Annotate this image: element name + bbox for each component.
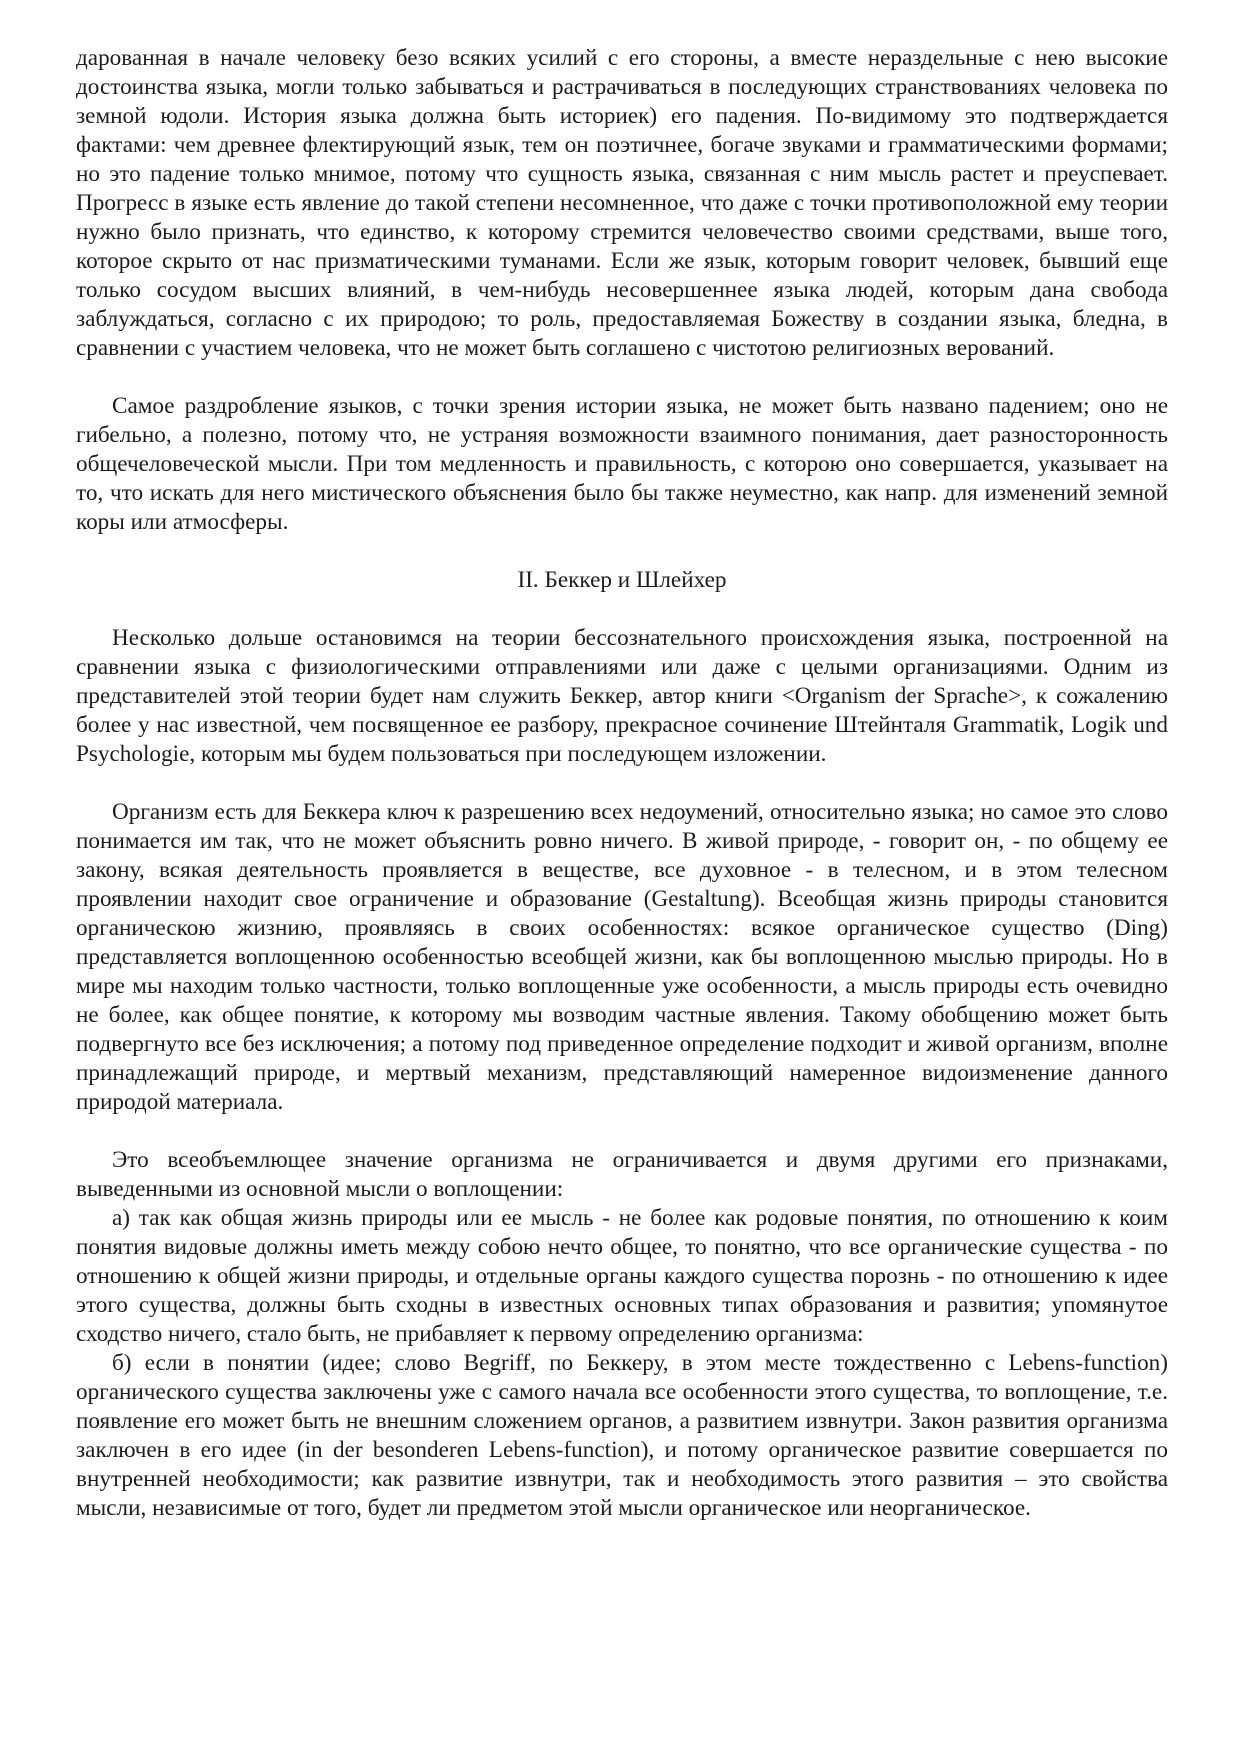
paragraph-organism: Организм есть для Беккера ключ к разрешению всех недоумений, относительно языка; но самое это слово понимается им так, что не может объяснить ровно ничего. В живой природе, - говорит он, - по общему ее закону, всякая деятельность проявляется в веществе, все духовное - в телесном, и в этом телесном проявлении находит свое ограничение и образование (Gestaltung). Всеобщая жизнь природы становится органическою жизнию, проявляясь в своих особенностях: всякое органическое существо (Ding) представляется воплощенною особенностью всеобщей жизни, как бы воплощенною мыслью природы. Но в мире мы находим только частности, только воплощенные уже особенности, а мысль природы есть очевидно не более, как общее понятие, к которому мы возводим частные явления. Такому обобщению может быть подвергнуто все без исключения; а потому под приведенное определение подходит и живой организм, вполне принадлежащий природе, и мертвый механизм, представляющий намеренное видоизменение данного природой материала. (76, 799, 1168, 1115)
paragraph-fragmentation: Самое раздробление языков, с точки зрения истории языка, не может быть названо падением; оно не гибельно, а полезно, потому что, не устраняя возможности взаимного понимания, дает разносторонность общечеловеческой мысли. При том медленность и правильность, с которою оно совершается, указывает на то, что искать для него мистического объяснения было бы также неуместно, как напр. для изменений земной коры или атмосферы. (76, 393, 1168, 535)
list-item-b: б) если в понятии (идее; слово Begriff, по Беккеру, в этом месте тождественно с Lebens-function) органического существа заключены уже с самого начала все особенности этого существа, то воплощение, т.е. появление его может быть не внешним сложением органов, а развитием извнутри. Закон развития организма заключен в его идее (in der besonderen Lebens-function), и потому органическое развитие совершается по внутренней необходимости; как развитие извнутри, так и необходимость этого развития – это свойства мысли, независимые от того, будет ли предметом этой мысли органическое или неорганическое. (76, 1350, 1168, 1521)
section-heading: II. Беккер и Шлейхер (517, 567, 727, 593)
list-item-a: а) так как общая жизнь природы или ее мысль - не более как родовые понятия, по отношению к коим понятия видовые должны иметь между собою нечто общее, то понятно, что все органические существа - по отношению к общей жизни природы, и отдельные органы каждого существа порознь - по отношению к идее этого существа, должны быть сходны в известных основных типах образования и развития; упомянутое сходство ничего, стало быть, не прибавляет к первому определению организма: (76, 1205, 1168, 1347)
paragraph-continuation: дарованная в начале человеку безо всяких усилий с его стороны, а вместе нераздельные с нею высокие достоинства языка, могли только забываться и растрачиваться в последующих странствованиях человека по земной юдоли. История языка должна быть историек) его падения. По-видимому это подтверждается фактами: чем древнее флектирующий язык, тем он поэтичнее, богаче звуками и грамматическими формами; но это падение только мнимое, потому что сущность языка, связанная с ним мысль растет и преуспевает. Прогресс в языке есть явление до такой степени несомненное, что даже с точки противоположной ему теории нужно было признать, что единство, к которому стремится человечество своими средствами, выше того, которое скрыто от нас призматическими туманами. Если же язык, которым говорит человек, бывший еще только сосудом высших влияний, в чем-нибудь несовершеннее языка людей, которым дана свобода заблуждаться, согласно с их природою; то роль, предоставляемая Божеству в создании языка, бледна, в сравнении с участием человека, что не может быть соглашено с чистотою религиозных верований. (76, 45, 1168, 361)
paragraph-becker-intro: Несколько дольше остановимся на теории бессознательного происхождения языка, построенной на сравнении языка с физиологическими отправлениями или даже с целыми организациями. Одним из представителей этой теории будет нам служить Беккер, автор книги <Organism der Sprache>, к сожалению более у нас известной, чем посвященное ее разбору, прекрасное сочинение Штейнталя Grammatik, Logik und Psychologie, которым мы будем пользоваться при последующем изложении. (76, 625, 1168, 767)
paragraph-all-encompassing: Это всеобъемлющее значение организма не ограничивается и двумя другими его признаками, выведенными из основной мысли о воплощении: (76, 1147, 1168, 1202)
document-page (76, 44, 1168, 1523)
